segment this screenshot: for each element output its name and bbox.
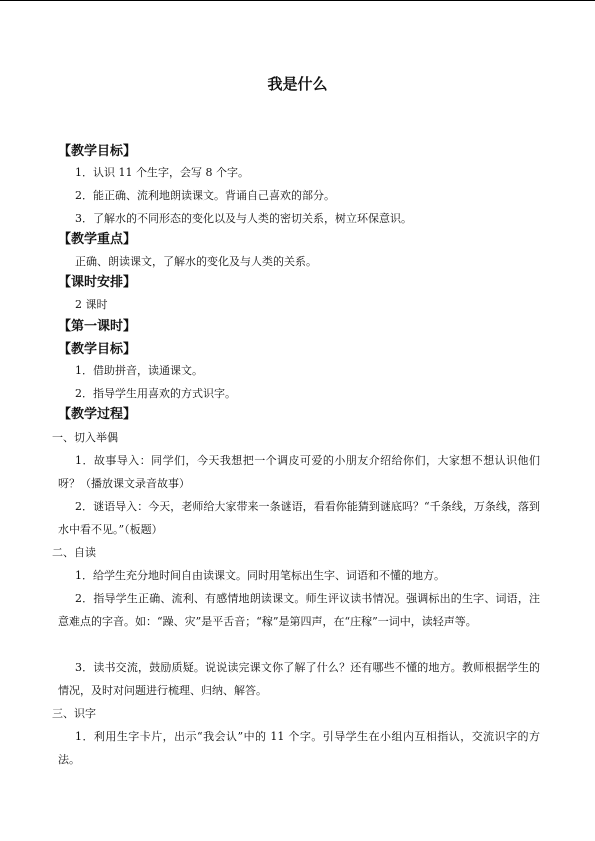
goal-item-2: 2．能正确、流利地朗读课文。背诵自己喜欢的部分。 xyxy=(75,189,335,202)
heading-key-points: 【教学重点】 xyxy=(58,232,137,247)
goal2-item-2: 2．指导学生用喜欢的方式识字。 xyxy=(75,387,236,400)
heading-teaching-process: 【教学过程】 xyxy=(58,407,137,422)
page-title: 我是什么 xyxy=(267,75,328,93)
heading-teaching-goals-2: 【教学目标】 xyxy=(58,342,137,357)
section-1-para-2: 2．谜语导入：今天，老师给大家带来一条谜语，看看你能猜到谜底吗？“千条线，万条线，落到水中看不见。”（板题） xyxy=(58,500,540,536)
section-1-title: 一、切入举偶 xyxy=(52,431,118,444)
goal-item-3: 3．了解水的不同形态的变化以及与人类的密切关系，树立环保意识。 xyxy=(75,212,412,225)
class-hours-text: 2 课时 xyxy=(75,298,108,311)
heading-first-lesson: 【第一课时】 xyxy=(58,319,137,334)
section-1-para-1: 1．故事导入：同学们，今天我想把一个调皮可爱的小朋友介绍给你们，大家想不想认识他们呀？（播放课文录音故事） xyxy=(58,454,540,490)
goal2-item-1: 1．借助拼音，读通课文。 xyxy=(75,364,203,377)
section-2-para-3: 3．读书交流，鼓励质疑。说说读完课文你了解了什么？还有哪些不懂的地方。教师根据学生的情况，及时对问题进行梳理、归纳、解答。 xyxy=(58,661,540,697)
section-2-para-1: 1．给学生充分地时间自由读课文。同时用笔标出生字、词语和不懂的地方。 xyxy=(75,569,445,582)
key-points-text: 正确、朗读课文，了解水的变化及与人类的关系。 xyxy=(75,255,317,268)
section-2-para-2: 2．指导学生正确、流利、有感情地朗读课文。师生评议读书情况。强调标出的生字、词语，注意难点的字音。如：“躁、灾”是平舌音；“稼”是第四声，在“庄稼”一词中，读轻声等。 xyxy=(58,592,540,628)
heading-teaching-goals: 【教学目标】 xyxy=(58,144,137,159)
section-3-para-1: 1．利用生字卡片，出示“我会认”中的 11 个字。引导学生在小组内互相指认，交流识字的方法。 xyxy=(58,730,540,766)
heading-class-hours: 【课时安排】 xyxy=(58,275,137,290)
section-3-title: 三、识字 xyxy=(52,707,96,720)
goal-item-1: 1．认识 11 个生字，会写 8 个字。 xyxy=(75,166,249,179)
section-2-title: 二、自读 xyxy=(52,546,96,559)
